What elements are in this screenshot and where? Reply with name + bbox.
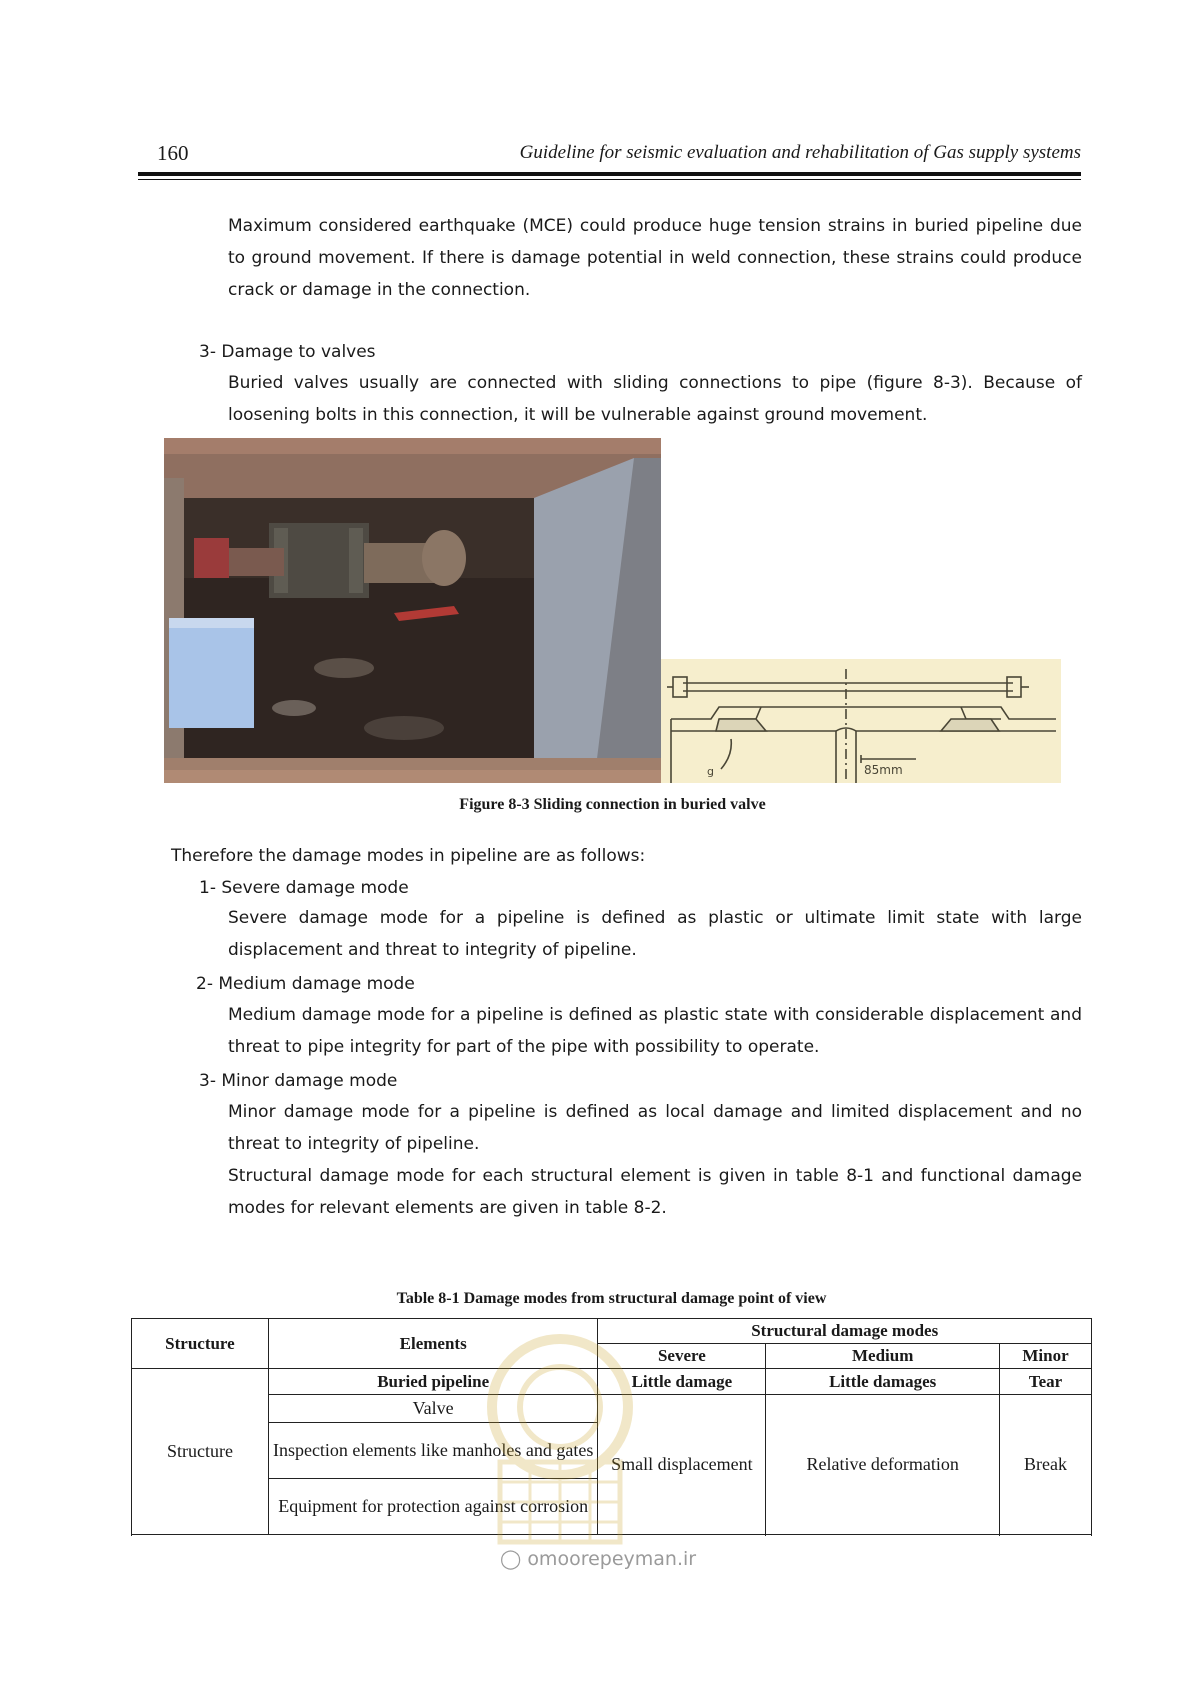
minor-mode-text: Minor damage mode for a pipeline is defined as local damage and limited displacement and no threat to integrity of pipeline. — [228, 1102, 1082, 1154]
element-inspection: Inspection elements like manholes and gates — [268, 1423, 598, 1479]
buried-medium: Little damages — [766, 1369, 1000, 1395]
element-corrosion-protection: Equipment for protection against corrosion — [268, 1479, 598, 1535]
header-rule-thick — [138, 172, 1081, 176]
table-title: Table 8-1 Damage modes from structural damage point of view — [396, 1290, 827, 1307]
severe-mode-heading: 1- Severe damage mode — [199, 878, 409, 898]
severe-mode-text: Severe damage mode for a pipeline is defined as plastic or ultimate limit state with large displacement and threat to integrity of pipeline. — [228, 908, 1082, 960]
header-structural-damage-modes: Structural damage modes — [598, 1319, 1092, 1344]
modes-intro: Therefore the damage modes in pipeline are as follows: — [171, 846, 646, 866]
figure-caption: Figure 8-3 Sliding connection in buried valve — [459, 796, 766, 813]
table-reference-text: Structural damage mode for each structural element is given in table 8-1 and functional damage modes for relevant elements are given in table 8-2. — [228, 1166, 1082, 1218]
header-minor: Minor — [1000, 1344, 1092, 1369]
buried-minor: Tear — [1000, 1369, 1092, 1395]
buried-severe: Little damage — [598, 1369, 766, 1395]
sliding-connection-drawing — [661, 659, 1061, 783]
medium-mode-heading: 2- Medium damage mode — [196, 974, 415, 994]
damage-modes-table — [131, 1318, 1092, 1535]
header-rule-thin — [138, 179, 1081, 180]
mce-paragraph: Maximum considered earthquake (MCE) could produce huge tension strains in buried pipeline due to ground movement. If there is damage potential in weld connection, these strains could produce crack or damage in the connection. — [228, 216, 1082, 300]
drawing-dimension-label: 85mm — [864, 763, 903, 777]
valves-paragraph: Buried valves usually are connected with sliding connections to pipe (figure 8-3). Because of loosening bolts in this connection, it will be vulnerable against ground movement. — [228, 373, 1082, 425]
element-buried-pipeline: Buried pipeline — [268, 1369, 598, 1395]
watermark-site-text: omoorepeyman.ir — [527, 1548, 697, 1570]
minor-mode-heading: 3- Minor damage mode — [199, 1071, 398, 1091]
shared-medium: Relative deformation — [766, 1395, 1000, 1535]
shared-minor: Break — [1000, 1395, 1092, 1535]
globe-icon: ◯ — [500, 1548, 522, 1570]
row-group-structure: Structure — [132, 1369, 269, 1535]
table-row — [132, 1369, 1092, 1395]
medium-mode-text: Medium damage mode for a pipeline is defined as plastic state with considerable displacement and threat to pipe integrity for part of the pipe with possibility to operate. — [228, 1005, 1082, 1057]
shared-severe: Small displacement — [598, 1395, 766, 1535]
svg-text:g: g — [707, 765, 714, 778]
header-elements: Elements — [268, 1319, 598, 1369]
page-number: 160 — [157, 141, 189, 165]
table-row — [132, 1395, 1092, 1423]
buried-valve-photo — [164, 438, 661, 783]
header-severe: Severe — [598, 1344, 766, 1369]
header-structure: Structure — [132, 1319, 269, 1369]
valves-heading: 3- Damage to valves — [199, 342, 376, 362]
element-valve: Valve — [268, 1395, 598, 1423]
running-header: Guideline for seismic evaluation and rehabilitation of Gas supply systems — [519, 142, 1081, 163]
header-medium: Medium — [766, 1344, 1000, 1369]
watermark-site — [500, 1548, 696, 1570]
